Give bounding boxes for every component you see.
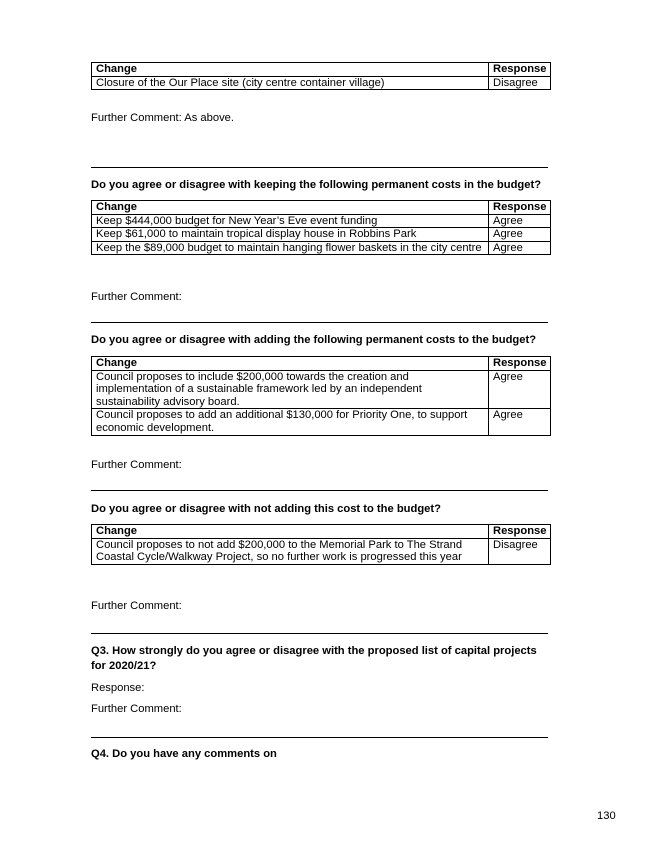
change-cell: Keep $61,000 to maintain tropical display house in Robbins Park — [92, 228, 489, 242]
further-comment: Further Comment: — [91, 291, 182, 303]
response-label: Response: — [91, 682, 145, 694]
question-not-adding: Do you agree or disagree with not adding this cost to the budget? — [91, 503, 441, 515]
table-add-costs — [91, 356, 550, 436]
table-our-place — [91, 62, 550, 90]
response-cell: Disagree — [489, 538, 551, 564]
response-cell: Agree — [489, 409, 551, 435]
table-row — [92, 241, 551, 255]
header-response: Response — [489, 201, 551, 215]
table-row — [92, 228, 551, 242]
change-cell: Council proposes to not add $200,000 to the Memorial Park to The Strand Coastal Cycle/Walkway Project, so no further work is progressed this year — [92, 538, 489, 564]
header-change: Change — [92, 357, 489, 371]
change-cell: Council proposes to include $200,000 towards the creation and implementation of a sustainable framework led by an independent sustainability advisory board. — [92, 370, 489, 409]
table-header-row — [92, 63, 551, 77]
question-add-costs: Do you agree or disagree with adding the following permanent costs to the budget? — [91, 334, 537, 346]
table-header-row — [92, 357, 551, 371]
header-change: Change — [92, 201, 489, 215]
header-response: Response — [489, 63, 551, 77]
change-cell: Keep the $89,000 budget to maintain hanging flower baskets in the city centre — [92, 241, 489, 255]
change-cell: Keep $444,000 budget for New Year’s Eve event funding — [92, 214, 489, 228]
table-row — [92, 409, 551, 435]
divider — [91, 322, 548, 323]
further-comment: Further Comment: — [91, 600, 182, 612]
table-keep-costs — [91, 200, 550, 255]
header-change: Change — [92, 63, 489, 77]
response-cell: Agree — [489, 214, 551, 228]
table-row — [92, 214, 551, 228]
question-q3: Q3. How strongly do you agree or disagree with the proposed list of capital projects for 2020/21? — [91, 645, 537, 672]
divider — [91, 167, 548, 168]
table-row — [92, 538, 551, 564]
further-comment: Further Comment: As above. — [91, 112, 235, 124]
response-cell: Disagree — [489, 76, 551, 90]
divider — [91, 490, 548, 491]
header-change: Change — [92, 525, 489, 539]
response-cell: Agree — [489, 228, 551, 242]
divider — [91, 737, 548, 738]
header-response: Response — [489, 357, 551, 371]
response-cell: Agree — [489, 370, 551, 409]
page-number: 130 — [597, 810, 616, 822]
table-not-adding — [91, 524, 550, 565]
further-comment: Further Comment: — [91, 703, 182, 715]
divider — [91, 633, 548, 634]
response-cell: Agree — [489, 241, 551, 255]
table-header-row — [92, 525, 551, 539]
question-q4: Q4. Do you have any comments on — [91, 748, 277, 760]
change-cell: Closure of the Our Place site (city centre container village) — [92, 76, 489, 90]
further-comment: Further Comment: — [91, 459, 182, 471]
change-cell: Council proposes to add an additional $130,000 for Priority One, to support economic development. — [92, 409, 489, 435]
table-row — [92, 76, 551, 90]
question-keep-costs: Do you agree or disagree with keeping the following permanent costs in the budget? — [91, 179, 542, 191]
header-response: Response — [489, 525, 551, 539]
table-header-row — [92, 201, 551, 215]
table-row — [92, 370, 551, 409]
